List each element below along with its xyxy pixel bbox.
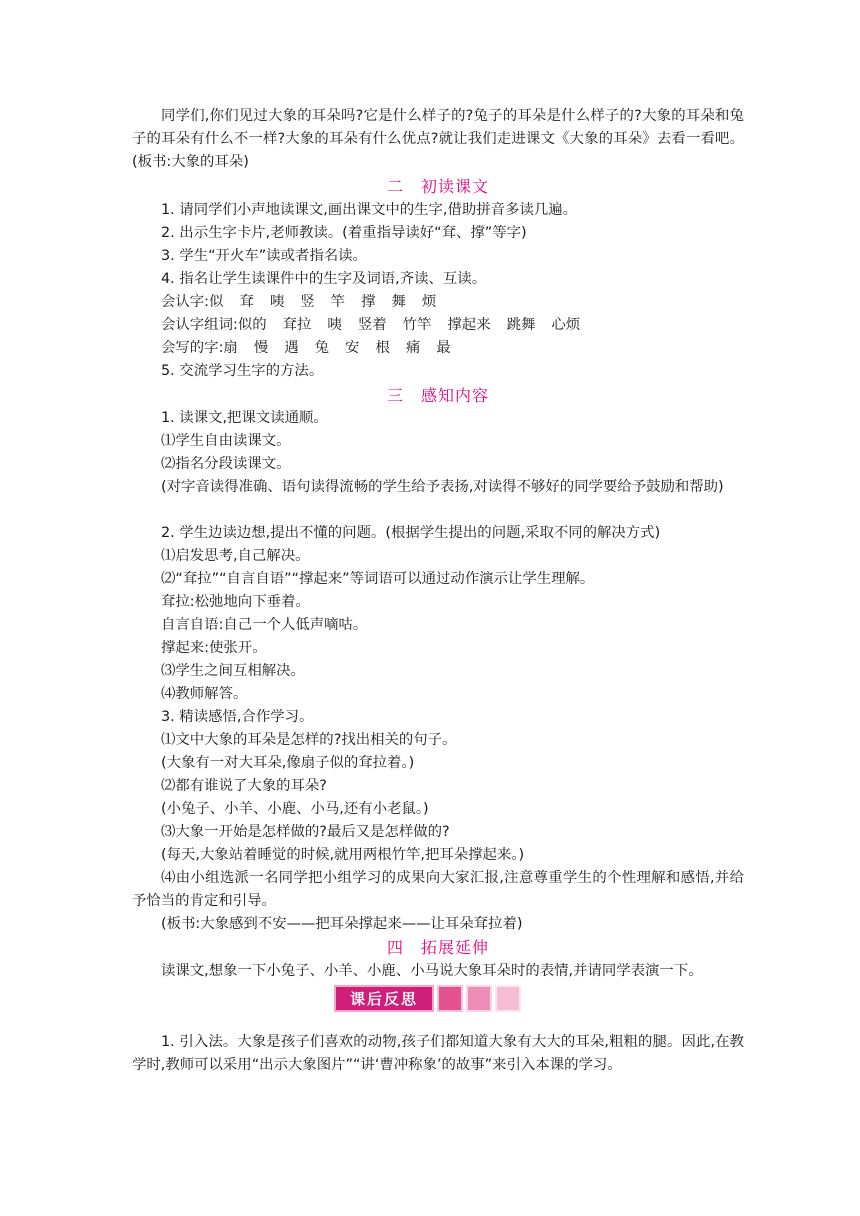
s3-paragraph: (对字音读得准确、语句读得流畅的学生给予表扬,对读得不够好的同学要给予鼓励和帮助) [161,479,724,495]
s2-item-2: 2. 出示生字卡片,老师教读。(着重指导读好“耷、撑”等字) [161,225,527,241]
s3-line: (小兔子、小羊、小鹿、小马,还有小老鼠。) [161,801,429,817]
recognize-char: 竿 [330,294,346,310]
write-char: 慢 [253,340,269,356]
s3-line: ⑶大象一开始是怎样做的?最后又是怎样做的? [161,824,450,840]
write-label: 会写的字: [161,340,224,356]
recognize-char: 舞 [391,294,406,310]
s2-item-5: 5. 交流学习生字的方法。 [161,363,324,379]
s2-item-3: 3. 学生“开火车”读或者指名读。 [161,248,367,264]
s2-item-1: 1. 请同学们小声地读课文,画出课文中的生字,借助拼音多读几遍。 [161,202,578,218]
word: 咦 [327,317,342,333]
s3-line: ⑵指名分段读课文。 [161,456,291,472]
s3-line: 1. 读课文,把课文读通顺。 [161,410,328,426]
write-char: 根 [375,340,390,356]
s3-line: ⑵都有谁说了大象的耳朵? [161,778,327,794]
banner-swatch [437,985,463,1012]
s2-item-4: 4. 指名让学生读课件中的生字及词语,齐读、互读。 [161,271,487,287]
write-char: 兔 [314,340,330,356]
banner-swatch [466,985,492,1012]
recognize-char: 撑 [361,294,376,310]
word: 心烦 [551,317,581,333]
s3-paragraph: ⑷由小组选派一名同学把小组学习的成果向大家汇报,注意尊重学生的个性理解和感悟,并给予恰当的肯定和引导。 [132,870,744,909]
reflection-banner [334,985,521,1012]
recognize-char: 耷 [239,294,254,310]
reflection-banner-title: 课后反思 [334,985,434,1012]
intro-paragraph: 同学们,你们见过大象的耳朵吗?它是什么样子的?兔子的耳朵是什么样子的?大象的耳朵和兔子的耳朵有什么不一样?大象的耳朵有什么优点?就让我们走进课文《大象的耳朵》去看一看吧。(板书:大象的耳朵) [132,108,744,170]
recognize-char: 竖 [300,294,315,310]
words-label: 会认字组词: [161,317,238,333]
s3-line: 3. 精读感悟,合作学习。 [161,709,314,725]
recognize-char: 似 [209,294,224,310]
recognize-char: 烦 [421,294,437,310]
write-char: 最 [436,340,451,356]
write-char: 痛 [405,340,421,356]
recognize-char: 咦 [269,294,285,310]
s3-line: (每天,大象站着睡觉的时候,就用两根竹竿,把耳朵撑起来。) [161,847,525,863]
banner-swatch [495,985,521,1012]
s3-line: 撑起来:使张开。 [161,640,267,656]
write-char: 安 [345,340,360,356]
word: 似的 [237,317,267,333]
words-line [161,314,773,337]
word: 跳舞 [506,317,536,333]
s3-line: ⑴启发思考,自己解决。 [161,548,310,564]
word: 竹竿 [402,317,432,333]
s3-line: 自言自语:自己一个人低声嘀咕。 [161,617,368,633]
s3-line: ⑵“耷拉”“自言自语”“撑起来”等词语可以通过动作演示让学生理解。 [161,571,595,587]
s3-line: 耷拉:松弛地向下垂着。 [161,594,310,610]
word: 撑起来 [447,317,491,333]
reflection-paragraph: 1. 引入法。大象是孩子们喜欢的动物,孩子们都知道大象有大大的耳朵,粗粗的腿。因此,在教学时,教师可以采用“出示大象图片”“讲‘曹冲称象’的故事”来引入本课的学习。 [132,1034,744,1073]
s3-line: ⑷教师解答。 [161,686,248,702]
recognize-label: 会认字: [161,294,210,310]
recognize-chars-line [161,291,773,314]
s3-line: (大象有一对大耳朵,像扇子似的耷拉着。) [161,755,415,771]
word: 耷拉 [282,317,312,333]
word: 竖着 [357,317,387,333]
write-chars-line [161,337,773,360]
s4-text: 读课文,想象一下小兔子、小羊、小鹿、小马说大象耳朵时的表情,并请同学表演一下。 [161,963,703,979]
section2-heading: 二 初读课文 [386,177,489,196]
write-char: 遇 [284,340,299,356]
s3-line: 2. 学生边读边想,提出不懂的问题。(根据学生提出的问题,采取不同的解决方式) [161,525,661,541]
s3-line: ⑴文中大象的耳朵是怎样的?找出相关的句子。 [161,732,457,748]
section4-heading: 四 拓展延伸 [386,938,489,957]
s3-line: ⑴学生自由读课文。 [161,433,291,449]
s3-line: (板书:大象感到不安——把耳朵撑起来——让耳朵耷拉着) [161,916,523,932]
section3-heading: 三 感知内容 [386,386,489,405]
write-char: 扇 [223,340,238,356]
s3-line: ⑶学生之间互相解决。 [161,663,305,679]
